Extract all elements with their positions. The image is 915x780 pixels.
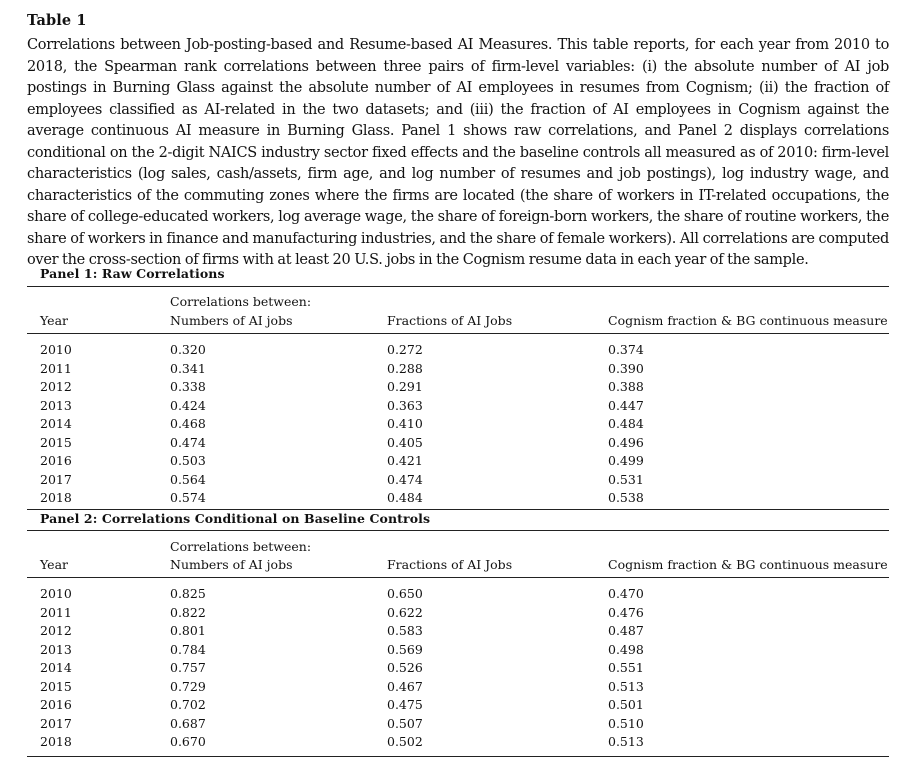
panel1-cell-numbers: 0.424 bbox=[170, 397, 206, 413]
panel2-cell-cognism: 0.487 bbox=[608, 623, 644, 638]
panel1-bottom-rule bbox=[27, 509, 889, 510]
panel2-cell-numbers: 0.702 bbox=[170, 697, 206, 712]
panel1-cell-fractions: 0.363 bbox=[387, 397, 423, 413]
panel1-cell-numbers: 0.320 bbox=[170, 342, 206, 357]
panel2-cell-numbers: 0.822 bbox=[170, 604, 206, 620]
panel2-cell-numbers: 0.784 bbox=[170, 641, 206, 657]
panel1-cell-cognism: 0.388 bbox=[608, 379, 644, 394]
panel1-cell-cognism: 0.484 bbox=[608, 416, 644, 431]
panel2-cell-cognism: 0.551 bbox=[608, 660, 644, 675]
panel1-cell-year: 2018 bbox=[40, 490, 72, 505]
panel2-cell-cognism: 0.476 bbox=[608, 604, 644, 620]
panel1-cell-year: 2010 bbox=[40, 342, 72, 357]
panel1-cell-cognism: 0.496 bbox=[608, 434, 644, 450]
panel1-header-year: Year bbox=[40, 313, 68, 328]
panel2-bottom-rule bbox=[27, 756, 889, 757]
panel2-cell-cognism: 0.510 bbox=[608, 715, 644, 731]
panel1-cell-year: 2015 bbox=[40, 434, 72, 450]
panel1-cell-fractions: 0.405 bbox=[387, 434, 423, 450]
panel2-cell-cognism: 0.498 bbox=[608, 641, 644, 657]
panel1-cell-cognism: 0.390 bbox=[608, 360, 644, 376]
panel1-header-cognism: Cognism fraction & BG continuous measure bbox=[608, 313, 888, 328]
panel2-cell-year: 2011 bbox=[40, 604, 72, 620]
panel1-cell-year: 2011 bbox=[40, 360, 72, 376]
panel1-cell-numbers: 0.474 bbox=[170, 434, 206, 450]
table-label: Table 1 bbox=[27, 12, 87, 29]
panel1-cell-fractions: 0.410 bbox=[387, 416, 423, 431]
panel1-cell-year: 2017 bbox=[40, 471, 72, 487]
panel2-cell-numbers: 0.729 bbox=[170, 678, 206, 694]
panel2-cell-fractions: 0.475 bbox=[387, 697, 423, 712]
panel2-cell-numbers: 0.801 bbox=[170, 623, 206, 638]
panel2-group-label: Correlations between: bbox=[170, 539, 312, 554]
panel1-cell-numbers: 0.338 bbox=[170, 379, 206, 394]
panel2-cell-fractions: 0.650 bbox=[387, 586, 423, 601]
panel1-cell-year: 2013 bbox=[40, 397, 72, 413]
panel2-cell-fractions: 0.622 bbox=[387, 604, 423, 620]
panel2-cell-numbers: 0.687 bbox=[170, 715, 206, 731]
panel1-cell-fractions: 0.272 bbox=[387, 342, 423, 357]
panel2-header-numbers: Numbers of AI jobs bbox=[170, 557, 293, 572]
table-caption: Correlations between Job-posting-based and Resume-based AI Measures. This table reports, for each year from 2010 to 2018, the Spearman rank correlations between three pairs of firm-level variables: (i) the absolute number of AI job postings in Burning Glass against the absolute number of AI employees in resumes from Cognism; (ii) the fraction of employees classified as AI-related in the two datasets; and (iii) the fraction of AI employees in Cognism against the average continuous AI measure in Burning Glass. Panel 1 shows raw correlations, and Panel 2 displays correlations conditional on the 2-digit NAICS industry sector fixed effects and the baseline controls all measured as of 2010: firm-level characteristics (log sales, cash/assets, firm age, and log number of resumes and job postings), log industry wage, and characteristics of the commuting zones where the firms are located (the share of workers in IT-related occupations, the share of college-educated workers, log average wage, the share of foreign-born workers, the share of routine workers, the share of workers in finance and manufacturing industries, and the share of female workers). All correlations are computed over the cross-section of firms with at least 20 U.S. jobs in the Cognism resume data in each year of the sample. bbox=[27, 37, 889, 268]
panel2-cell-year: 2017 bbox=[40, 715, 72, 731]
panel2-cell-fractions: 0.467 bbox=[387, 678, 423, 694]
panel1-cell-cognism: 0.374 bbox=[608, 342, 644, 357]
panel2-top-rule bbox=[27, 530, 889, 531]
panel1-cell-fractions: 0.474 bbox=[387, 471, 423, 487]
panel2-title: Panel 2: Correlations Conditional on Baseline Controls bbox=[40, 511, 431, 526]
panel1-cell-year: 2014 bbox=[40, 416, 72, 431]
panel1-cell-fractions: 0.484 bbox=[387, 490, 423, 505]
panel1-cell-cognism: 0.499 bbox=[608, 453, 644, 468]
panel2-cell-fractions: 0.526 bbox=[387, 660, 423, 675]
panel2-cell-numbers: 0.670 bbox=[170, 734, 206, 749]
panel1-header-rule bbox=[27, 333, 889, 334]
panel1-group-label: Correlations between: bbox=[170, 294, 312, 309]
panel1-top-rule bbox=[27, 286, 889, 287]
panel1-cell-numbers: 0.503 bbox=[170, 453, 206, 468]
panel2-cell-cognism: 0.513 bbox=[608, 678, 644, 694]
panel2-header-year: Year bbox=[40, 557, 68, 572]
panel2-cell-year: 2014 bbox=[40, 660, 72, 675]
panel1-title: Panel 1: Raw Correlations bbox=[40, 266, 225, 281]
panel1-cell-cognism: 0.447 bbox=[608, 397, 644, 413]
panel2-cell-year: 2012 bbox=[40, 623, 72, 638]
panel1-cell-year: 2016 bbox=[40, 453, 72, 468]
panel1-cell-fractions: 0.291 bbox=[387, 379, 423, 394]
panel2-cell-fractions: 0.569 bbox=[387, 641, 423, 657]
panel1-cell-numbers: 0.468 bbox=[170, 416, 206, 431]
panel2-cell-cognism: 0.470 bbox=[608, 586, 644, 601]
panel2-cell-fractions: 0.502 bbox=[387, 734, 423, 749]
panel2-cell-numbers: 0.825 bbox=[170, 586, 206, 601]
panel2-cell-year: 2015 bbox=[40, 678, 72, 694]
panel2-cell-fractions: 0.583 bbox=[387, 623, 423, 638]
panel2-cell-year: 2016 bbox=[40, 697, 72, 712]
panel2-cell-year: 2013 bbox=[40, 641, 72, 657]
panel1-cell-fractions: 0.288 bbox=[387, 360, 423, 376]
panel2-header-rule bbox=[27, 577, 889, 578]
panel2-cell-numbers: 0.757 bbox=[170, 660, 206, 675]
panel2-cell-cognism: 0.501 bbox=[608, 697, 644, 712]
panel1-header-fractions: Fractions of AI Jobs bbox=[387, 313, 513, 328]
panel1-cell-numbers: 0.574 bbox=[170, 490, 206, 505]
panel1-header-numbers: Numbers of AI jobs bbox=[170, 313, 293, 328]
panel2-cell-cognism: 0.513 bbox=[608, 734, 644, 749]
panel1-cell-cognism: 0.531 bbox=[608, 471, 644, 487]
panel2-cell-year: 2018 bbox=[40, 734, 72, 749]
panel1-cell-year: 2012 bbox=[40, 379, 72, 394]
panel2-cell-year: 2010 bbox=[40, 586, 72, 601]
panel1-cell-numbers: 0.564 bbox=[170, 471, 206, 487]
panel2-cell-fractions: 0.507 bbox=[387, 715, 423, 731]
panel1-cell-cognism: 0.538 bbox=[608, 490, 644, 505]
panel2-header-cognism: Cognism fraction & BG continuous measure bbox=[608, 557, 888, 572]
panel2-header-fractions: Fractions of AI Jobs bbox=[387, 557, 513, 572]
panel1-cell-numbers: 0.341 bbox=[170, 360, 206, 376]
panel1-cell-fractions: 0.421 bbox=[387, 453, 423, 468]
